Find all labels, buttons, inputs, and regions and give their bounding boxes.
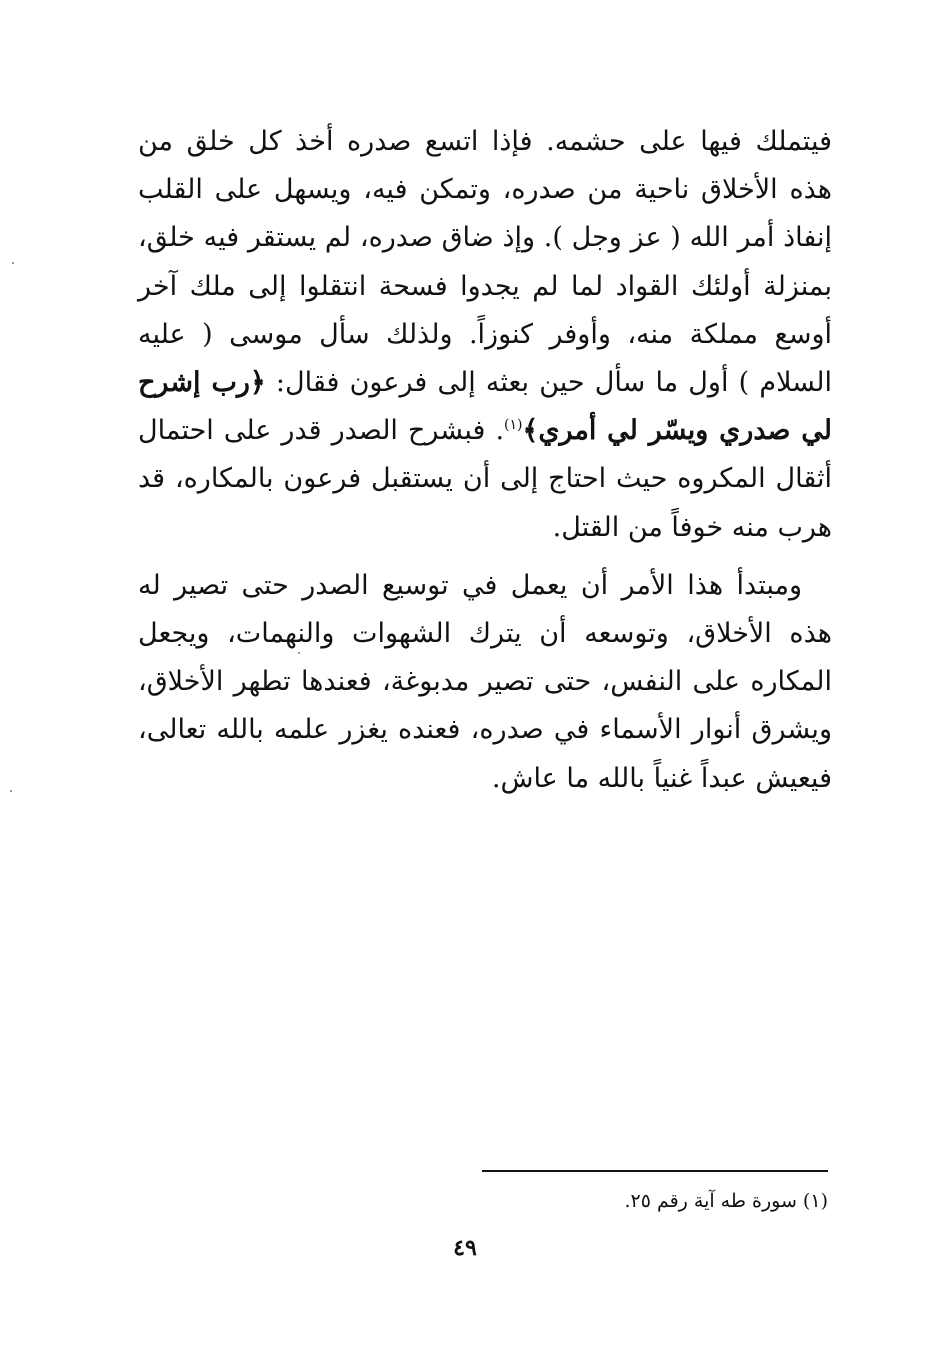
footnote-separator [482,1170,828,1172]
footnote-reference[interactable]: (١) [504,417,523,434]
paragraph-1-text-before-verse: فيتملك فيها على حشمه. فإذا اتسع صدره أخذ كل خلق من هذه الأخلاق ناحية من صدره، وتمكن فيه، ويسهل على القلب إنفاذ أمر الله ( عز وجل ). وإذ ضاق صدره، لم يستقر فيه خلق، بمنزلة أولئك القواد لما لم يجدوا فسحة انتقلوا إلى ملك آخر أوسع مملكة منه، وأوفر كنوزاً. ولذلك سأل موسى ( عليه السلام ) أول ما سأل حين بعثه إلى فرعون فقال: [138,126,832,399]
page-number: ٤٩ [453,1235,477,1261]
paragraph-1 [138,118,832,552]
scan-speck [12,262,14,264]
body-text [138,118,832,803]
paragraph-2: ومبتدأ هذا الأمر أن يعمل في توسيع الصدر حتى تصير له هذه الأخلاق، وتوسعه أن يترك الشهوات والنهمات، ويجعل المكاره على النفس، حتى تصير مدبوغة، فعندها تطهر الأخلاق، ويشرق أنوار الأسماء في صدره، فعنده يغزر علمه بالله تعالى، فيعيش عبداً غنياً بالله ما عاش. [138,569,832,794]
scan-speck [298,652,300,654]
quran-verse: ﴿رب إشرح لي صدري ويسّر لي أمري﴾ [138,367,833,447]
footnote: (١) سورة طه آية رقم ٢٥. [624,1190,828,1212]
paragraph-1-text-after-verse: . فبشرح الصدر قدر على احتمال أثقال المكروه حيث احتاج إلى أن يستقبل فرعون بالمكاره، قد هرب منه خوفاً من القتل. [138,415,832,543]
scan-speck [10,790,12,792]
